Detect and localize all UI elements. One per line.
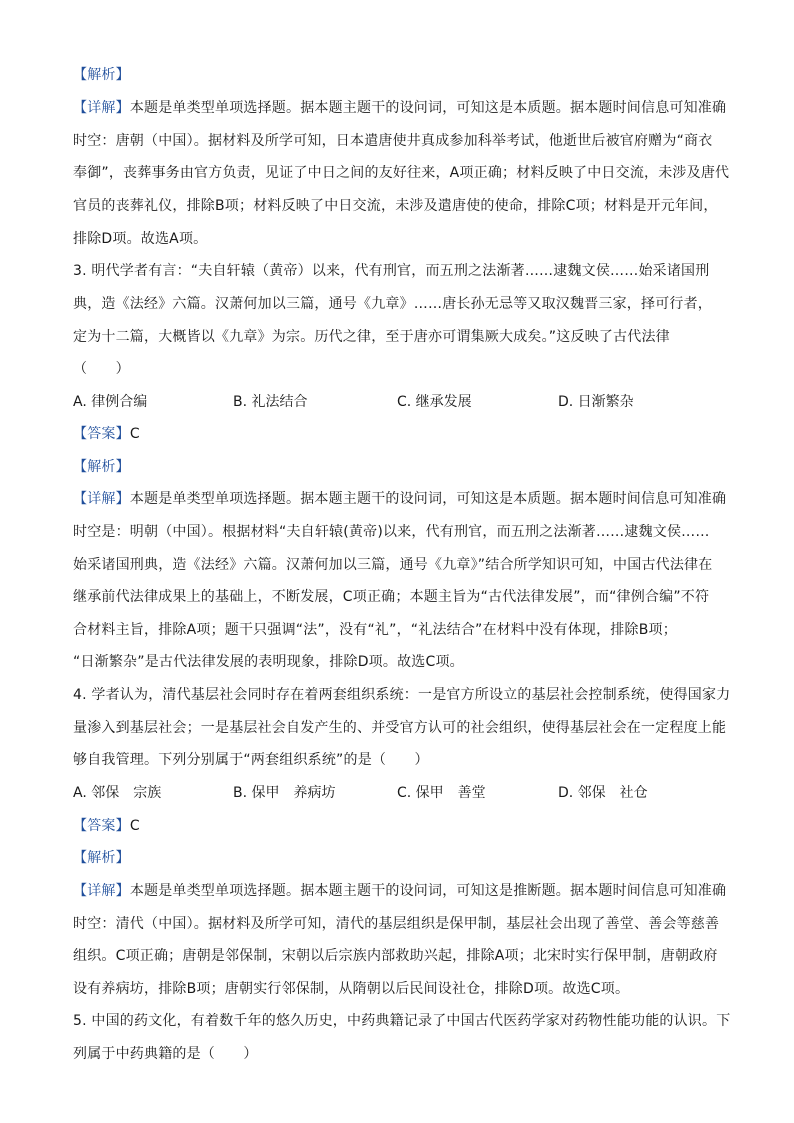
q3-stem-line: 定为十二篇，大概皆以《九章》为宗。历代之律，至于唐亦可谓集厥大成矣。”这反映了古代法律	[73, 329, 670, 345]
q3-stem-line: （ ）	[73, 361, 130, 377]
q4-option-d: D. 邻保 社仓	[558, 785, 648, 801]
q4-analysis-tag: 【解析】	[73, 850, 130, 866]
q3-detail-text: 本题是单类型单项选择题。据本题主题干的设问词，可知这是本质题。据本题时间信息可知准确	[129, 491, 727, 507]
q4-answer-value: C	[129, 818, 140, 834]
q4-stem-line: 4. 学者认为，清代基层社会同时存在着两套组织系统：一是官方所设立的基层社会控制系统，使得国家力	[73, 687, 731, 703]
q3-detail-line	[73, 489, 726, 509]
q4-answer-line	[73, 816, 140, 836]
q5-stem-line: 5. 中国的药文化，有着数千年的悠久历史，中药典籍记录了中国古代医药学家对药物性能功能的认识。下	[73, 1013, 731, 1029]
q2-detail-line	[73, 98, 726, 118]
q2-detail-line: 排除D项。故选A项。	[73, 231, 208, 247]
q3-option-a: A. 律例合编	[73, 394, 148, 410]
q4-detail-line: 组织。C项正确；唐朝是邻保制，宋朝以后宗族内部救助兴起，排除A项；北宋时实行保甲制，唐朝政府	[73, 948, 718, 964]
q4-stem-line: 够自我管理。下列分别属于“两套组织系统”的是（ ）	[73, 752, 429, 768]
q2-detail-line: 奉御”，丧葬事务由官方负责，见证了中日之间的友好往来，A项正确；材料反映了中日交流，未涉及唐代	[73, 165, 730, 181]
q4-detail-line	[73, 881, 726, 901]
q2-analysis-tag: 【解析】	[73, 67, 130, 83]
q3-stem-line: 3. 明代学者有言：“夫自轩辕（黄帝）以来，代有刑官，而五刑之法渐著……逮魏文侯……始采诸国刑	[73, 263, 710, 279]
q4-option-a: A. 邻保 宗族	[73, 785, 162, 801]
q2-detail-tag: 【详解】	[73, 100, 130, 116]
q4-stem-line: 量渗入到基层社会；一是基层社会自发产生的、并受官方认可的社会组织，使得基层社会在一定程度上能	[73, 720, 727, 736]
q3-option-c: C. 继承发展	[397, 394, 472, 410]
q2-detail-text: 本题是单类型单项选择题。据本题主题干的设问词，可知这是本质题。据本题时间信息可知准确	[129, 100, 727, 116]
q3-answer-line	[73, 424, 140, 444]
q3-option-d: D. 日渐繁杂	[558, 394, 634, 410]
q2-detail-line: 时空：唐朝（中国）。据材料及所学可知，日本遣唐使井真成参加科举考试，他逝世后被官府赠为“商衣	[73, 133, 713, 149]
q4-detail-line: 时空：清代（中国）。据材料及所学可知，清代的基层组织是保甲制，基层社会出现了善堂、善会等慈善	[73, 916, 720, 932]
q3-detail-line: 继承前代法律成果上的基础上，不断发展，C项正确；本题主旨为“古代法律发展”，而“律例合编”不符	[73, 589, 710, 605]
q2-detail-line: 官员的丧葬礼仪，排除B项；材料反映了中日交流，未涉及遣唐使的使命，排除C项；材料是开元年间，	[73, 198, 718, 214]
q4-option-b: B. 保甲 养病坊	[233, 785, 336, 801]
q4-option-c: C. 保甲 善堂	[397, 785, 486, 801]
q3-answer-tag: 【答案】	[73, 426, 130, 442]
q3-detail-line: 始采诸国刑典，造《法经》六篇。汉萧何加以三篇，通号《九章》”结合所学知识可知，中国古代法律在	[73, 557, 713, 573]
q4-answer-tag: 【答案】	[73, 818, 130, 834]
q3-detail-tag: 【详解】	[73, 491, 130, 507]
q4-detail-text: 本题是单类型单项选择题。据本题主题干的设问词，可知这是推断题。据本题时间信息可知准确	[129, 883, 727, 899]
q3-option-b: B. 礼法结合	[233, 394, 308, 410]
q3-detail-line: 合材料主旨，排除A项；题干只强调“法”，没有“礼”，“礼法结合”在材料中没有体现，排除B项；	[73, 622, 677, 638]
q5-stem-line: 列属于中药典籍的是（ ）	[73, 1046, 258, 1062]
q3-analysis-tag: 【解析】	[73, 459, 130, 475]
q4-detail-tag: 【详解】	[73, 883, 130, 899]
q3-detail-line: 时空是：明朝（中国）。根据材料“夫自轩辕(黄帝)以来，代有刑官，而五刑之法渐著……逮魏文侯……	[73, 524, 710, 540]
q3-answer-value: C	[129, 426, 140, 442]
q3-stem-line: 典，造《法经》六篇。汉萧何加以三篇，通号《九章》……唐长孙无忌等又取汉魏晋三家，择可行者，	[73, 296, 712, 312]
q3-detail-line: “日渐繁杂”是古代法律发展的表明现象，排除D项。故选C项。	[73, 654, 464, 670]
q4-detail-line: 设有养病坊，排除B项；唐朝实行邻保制，从隋朝以后民间设社仓，排除D项。故选C项。	[73, 981, 630, 997]
